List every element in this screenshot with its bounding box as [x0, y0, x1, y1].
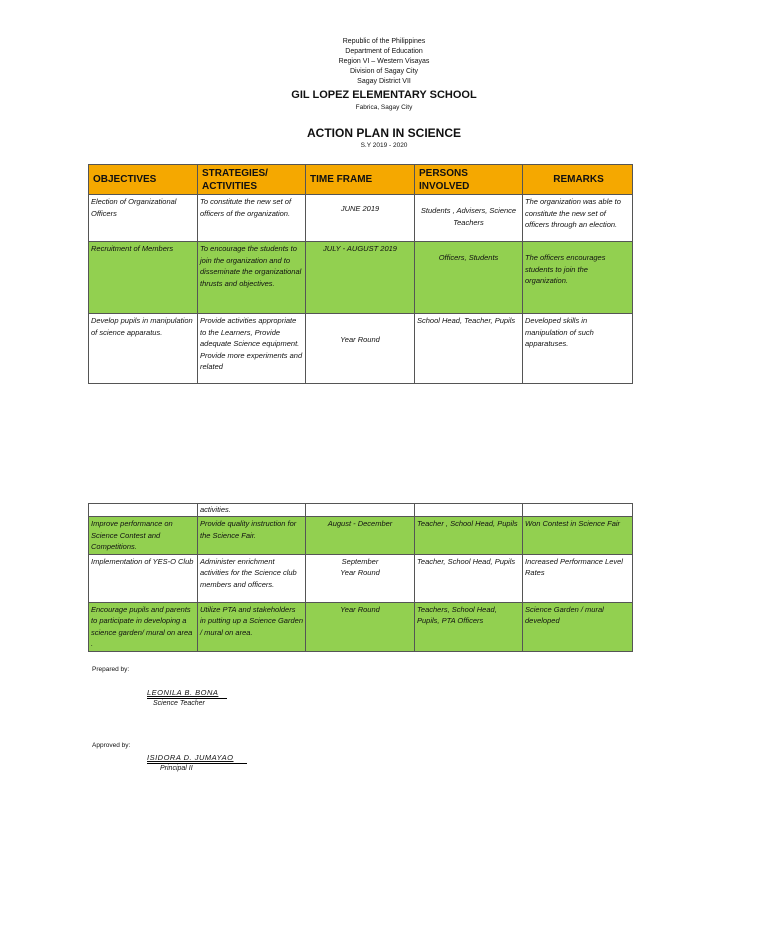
cell-objective: Encourage pupils and parents to participate in developing a science garden/ mural on area . [89, 602, 198, 651]
table-row [89, 517, 633, 555]
header-line-5: Sagay District VII [357, 78, 411, 85]
cell-strategy: activities. [198, 504, 306, 517]
cell-remarks: Developed skills in manipulation of such apparatuses. [523, 314, 633, 384]
cell-remarks: Won Contest in Science Fair [523, 517, 633, 555]
signature-line [147, 763, 247, 764]
cell-objective: Recruitment of Members [89, 242, 198, 314]
table-row [89, 314, 633, 384]
header-line-1: Republic of the Philippines [342, 38, 426, 45]
cell-time: JUNE 2019 [306, 195, 415, 242]
column-header-persons: PERSONS INVOLVED [415, 165, 523, 195]
cell-objective: Election of Organizational Officers [89, 195, 198, 242]
header-line-2: Department of Education [345, 48, 423, 55]
action-plan-table-continued [88, 503, 633, 652]
header-line-3: Region VI – Western Visayas [338, 58, 430, 65]
cell-persons: School Head, Teacher, Pupils [415, 314, 523, 384]
cell-remarks [523, 504, 633, 517]
school-location: Fabrica, Sagay City [355, 104, 413, 111]
cell-remarks: The officers encourages students to join the organization. [523, 242, 633, 314]
signature-line [147, 698, 227, 699]
prepared-by-label: Prepared by: [92, 666, 130, 673]
cell-objective: Develop pupils in manipulation of science apparatus. [89, 314, 198, 384]
column-header-objectives: OBJECTIVES [89, 165, 198, 195]
prepared-by-title: Science Teacher [153, 700, 205, 707]
column-header-time-frame: TIME FRAME [306, 165, 415, 195]
cell-remarks: The organization was able to constitute the new set of officers through an election. [523, 195, 633, 242]
table-row [89, 554, 633, 602]
cell-strategy: To encourage the students to join the organization and to disseminate the organizational thrusts and objectives. [198, 242, 306, 314]
cell-persons [415, 504, 523, 517]
prepared-by-name: LEONILA B. BONA [147, 688, 219, 697]
cell-time: Year Round [306, 602, 415, 651]
cell-time: September Year Round [306, 554, 415, 602]
column-header-strategies: STRATEGIES/ ACTIVITIES [198, 165, 306, 195]
cell-persons: Teacher, School Head, Pupils [415, 554, 523, 602]
approved-by-title: Principal II [160, 765, 193, 772]
cell-time: Year Round [306, 314, 415, 384]
column-header-remarks: REMARKS [523, 165, 633, 195]
action-plan-table [88, 164, 633, 384]
cell-time: August - December [306, 517, 415, 555]
cell-objective: Implementation of YES-O Club [89, 554, 198, 602]
document-title: ACTION PLAN IN SCIENCE [306, 126, 461, 140]
cell-strategy: To constitute the new set of officers of the organization. [198, 195, 306, 242]
cell-persons: Teacher , School Head, Pupils [415, 517, 523, 555]
cell-strategy: Provide quality instruction for the Science Fair. [198, 517, 306, 555]
cell-objective [89, 504, 198, 517]
cell-strategy: Administer enrichment activities for the Science club members and officers. [198, 554, 306, 602]
cell-objective: Improve performance on Science Contest and Competitions. [89, 517, 198, 555]
cell-persons: Teachers, School Head, Pupils, PTA Officers [415, 602, 523, 651]
approved-by-name: ISIDORA D. JUMAYAO [147, 753, 234, 762]
table-row [89, 242, 633, 314]
cell-strategy: Provide activities appropriate to the Learners, Provide adequate Science equipment. Provide more experiments and related [198, 314, 306, 384]
school-name: GIL LOPEZ ELEMENTARY SCHOOL [291, 89, 477, 101]
cell-time: JULY - AUGUST 2019 [306, 242, 415, 314]
table-row [89, 602, 633, 651]
cell-strategy: Utilize PTA and stakeholders in putting up a Science Garden / mural on area. [198, 602, 306, 651]
cell-time [306, 504, 415, 517]
header-line-4: Division of Sagay City [349, 68, 419, 75]
school-year: S.Y 2019 - 2020 [360, 142, 408, 149]
table-row [89, 195, 633, 242]
table-header-row [89, 165, 633, 195]
cell-persons: Students , Advisers, Science Teachers [415, 195, 523, 242]
cell-remarks: Increased Performance Level Rates [523, 554, 633, 602]
cell-persons: Officers, Students [415, 242, 523, 314]
approved-by-label: Approved by: [92, 742, 131, 749]
cell-remarks: Science Garden / mural developed [523, 602, 633, 651]
table-row [89, 504, 633, 517]
